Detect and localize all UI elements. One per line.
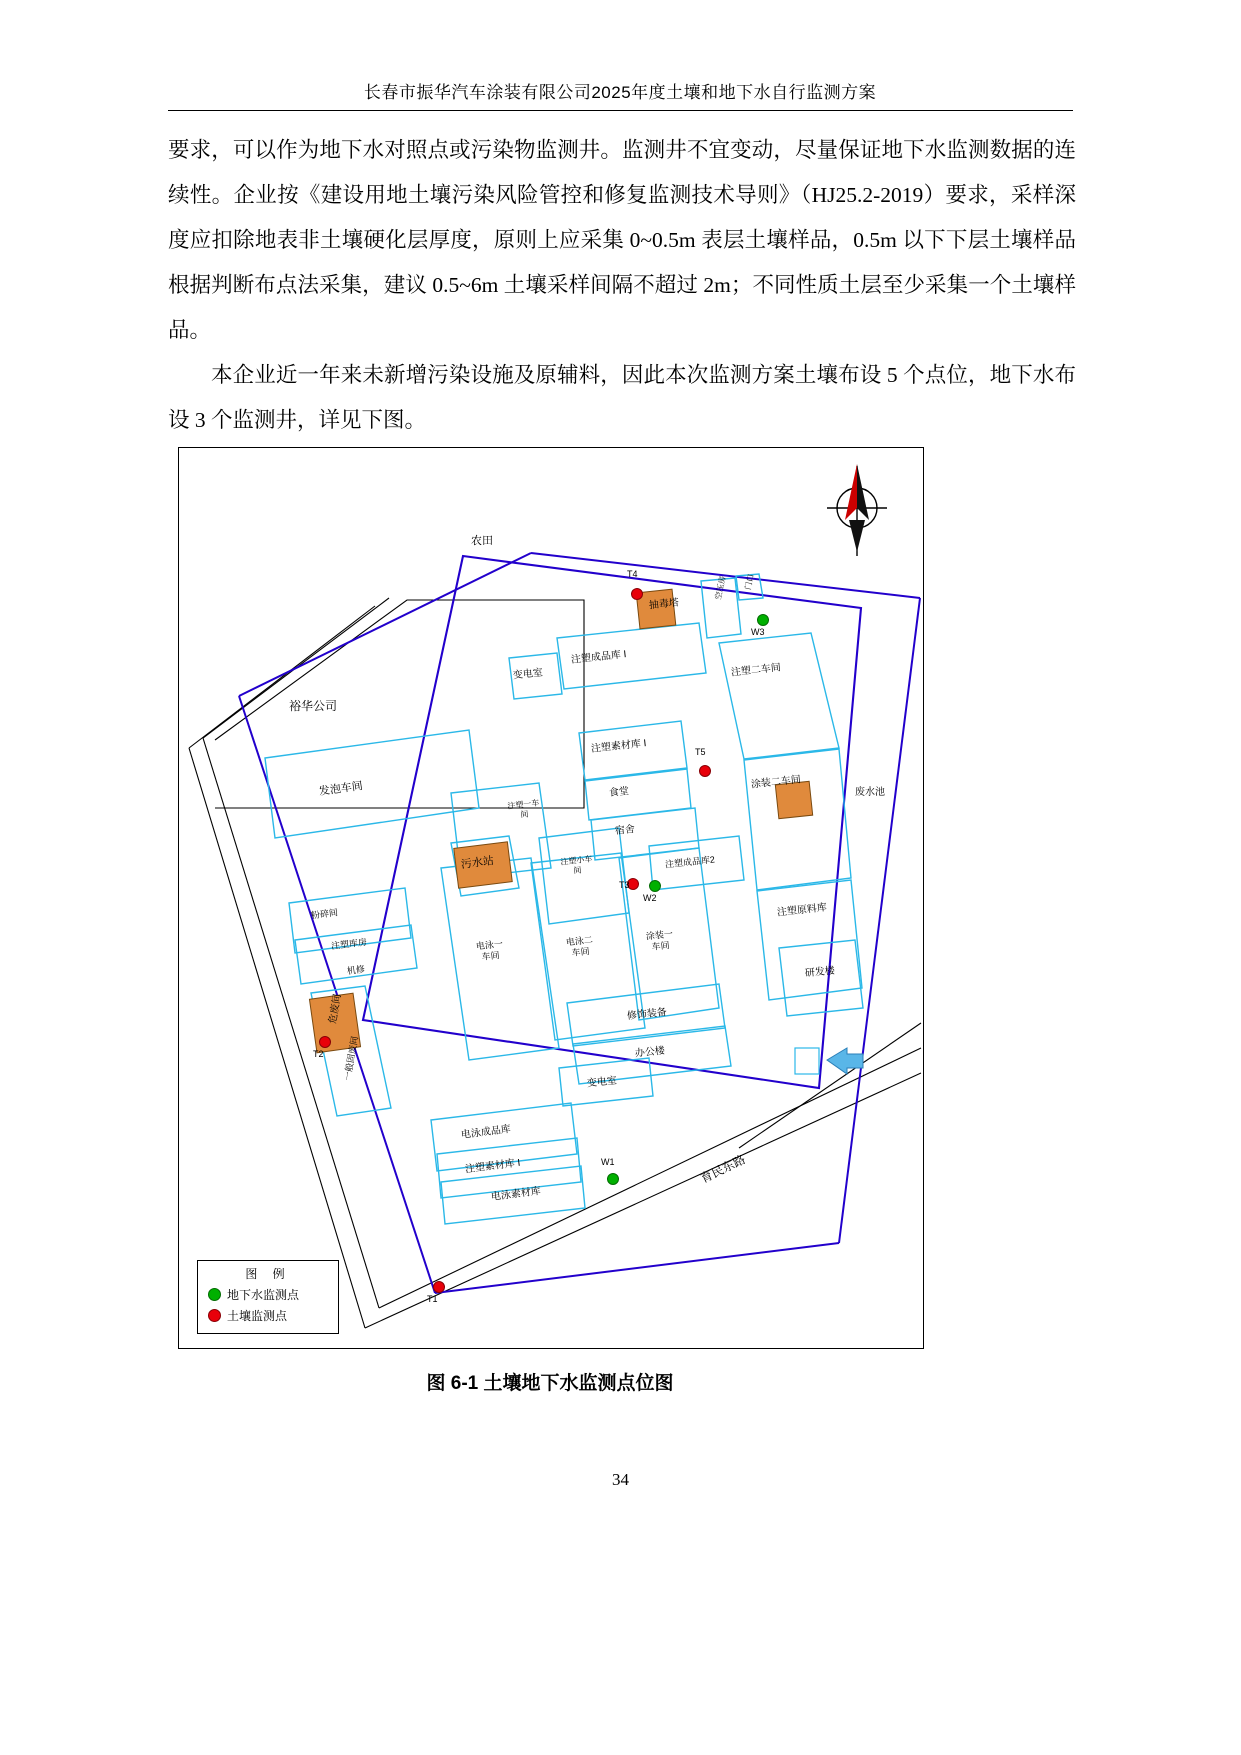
- label-yuhua-company: 裕华公司: [289, 699, 338, 713]
- building-zhusu-chengpin-1: 注塑成品库 I: [570, 649, 627, 666]
- building-bangonglou: 办公楼: [634, 1045, 666, 1060]
- building-shitang: 食堂: [608, 785, 630, 800]
- legend-item-soil: [208, 1307, 338, 1324]
- map-vector: [179, 448, 923, 1348]
- building-zhusu-yuanliaoku: 注塑原料库: [776, 902, 828, 919]
- figure-caption: 图 6-1 土壤地下水监测点位图: [426, 1373, 674, 1394]
- building-sushe: 宿舍: [614, 823, 636, 838]
- building-weifeijian: 危废间: [327, 993, 344, 1025]
- compass-icon: [827, 464, 887, 556]
- building-zhusu-sucai-1: 注塑素材库 I: [590, 738, 647, 755]
- soil-point-T1-label: T1: [427, 1294, 438, 1304]
- building-kongya-fang: 空压房: [713, 575, 728, 601]
- soil-point-T2-marker[interactable]: [319, 1036, 331, 1048]
- building-choudu-ta: 抽毒塔: [648, 597, 680, 612]
- building-zhusu-sucaiku-1: 注塑素材库 I: [464, 1157, 521, 1176]
- gw-point-W3-label: W3: [751, 627, 765, 637]
- body-text: [168, 128, 1076, 443]
- building-dianyong-yi-chejian: 电泳一车间: [475, 938, 504, 962]
- building-gate: 门口: [743, 573, 756, 591]
- building-zhusu-kufang: 注塑库房: [330, 936, 368, 952]
- soil-point-T2-label: T2: [313, 1049, 324, 1059]
- building-feishuichi: 废水池: [855, 787, 885, 798]
- groundwater-point-icon: [208, 1288, 221, 1301]
- soil-point-T5-marker[interactable]: [699, 765, 711, 777]
- figure-site-map: [178, 447, 924, 1349]
- building-biandianshi: 变电室: [512, 667, 544, 682]
- label-yumin-east-road: 育民东路: [698, 1152, 748, 1186]
- legend-title: 图 例: [245, 1267, 291, 1281]
- building-dianyong-sucaiku: 电泳素材库: [490, 1185, 542, 1204]
- gw-point-W3-marker[interactable]: [757, 614, 769, 626]
- soil-point-T5-label: T5: [695, 747, 706, 757]
- soil-point-icon: [208, 1309, 221, 1322]
- gw-point-W2-label: W2: [643, 893, 657, 903]
- paragraph-1: 要求，可以作为地下水对照点或污染物监测井。监测井不宜变动，尽量保证地下水监测数据的连续性。企业按《建设用地土壤污染风险管控和修复监测技术导则》（HJ25.2-2019）要求，采样深度应扣除地表非土壤硬化层厚度，原则上应采集 0~0.5m 表层土壤样品，0.5m 以下下层土壤样品根据判断布点法采集，建议 0.5~6m 土壤采样间隔不超过 2m；不同性质土层至少采集一个土壤样品。: [168, 138, 1076, 342]
- header-divider: [168, 110, 1073, 111]
- gw-point-W1-label: W1: [601, 1157, 615, 1167]
- building-xiushi-zhuangbei: 修饰装备: [626, 1006, 668, 1023]
- building-dianyong-chengpinku: 电泳成品库: [460, 1123, 512, 1142]
- building-zhusu-er-chejian: 注塑二车间: [730, 662, 782, 679]
- building-fensuijian: 粉碎间: [310, 907, 339, 921]
- page-header: 长春市振华汽车涂装有限公司2025年度土壤和地下水自行监测方案: [363, 83, 877, 102]
- building-tuzhuang-yi-chejian: 涂装一车间: [645, 928, 674, 952]
- building-tuzhuang-er-chejian: 涂装二车间: [750, 774, 802, 791]
- building-fafao-chejian: 发泡车间: [318, 780, 364, 799]
- building-wushuizhan: 污水站: [460, 855, 495, 871]
- building-zhusu-xiao-chejian: 注塑小车间: [560, 854, 593, 876]
- building-dianyong-er-chejian: 电泳二车间: [565, 934, 594, 958]
- building-biandianshi-2: 变电室: [586, 1075, 618, 1090]
- map-legend: [197, 1260, 339, 1334]
- building-yanfalou: 研发楼: [804, 965, 836, 980]
- label-farmland: 农田: [471, 535, 493, 547]
- building-zhusu-yi-chejian: 注塑一车间: [507, 798, 540, 820]
- soil-point-T1-marker[interactable]: [433, 1281, 445, 1293]
- legend-label-groundwater: 地下水监测点: [227, 1288, 300, 1302]
- page-number: 34: [612, 1470, 629, 1489]
- building-yiban-gufeijian: 一般固废间: [342, 1035, 360, 1082]
- legend-item-groundwater: [208, 1286, 338, 1303]
- gw-point-W1-marker[interactable]: [607, 1173, 619, 1185]
- legend-label-soil: 土壤监测点: [227, 1309, 288, 1323]
- soil-point-T4-label: T4: [627, 569, 638, 579]
- building-jixiu: 机修: [346, 963, 366, 977]
- gw-point-W2-marker[interactable]: [649, 880, 661, 892]
- soil-point-T3-label: T3: [619, 880, 630, 890]
- soil-point-T4-marker[interactable]: [631, 588, 643, 600]
- paragraph-2: 本企业近一年来未新增污染设施及原辅料，因此本次监测方案土壤布设 5 个点位，地下水布设 3 个监测井，详见下图。: [168, 363, 1076, 432]
- map-canvas: [179, 448, 923, 1348]
- building-zhusu-chengpin-2: 注塑成品库2: [664, 854, 716, 870]
